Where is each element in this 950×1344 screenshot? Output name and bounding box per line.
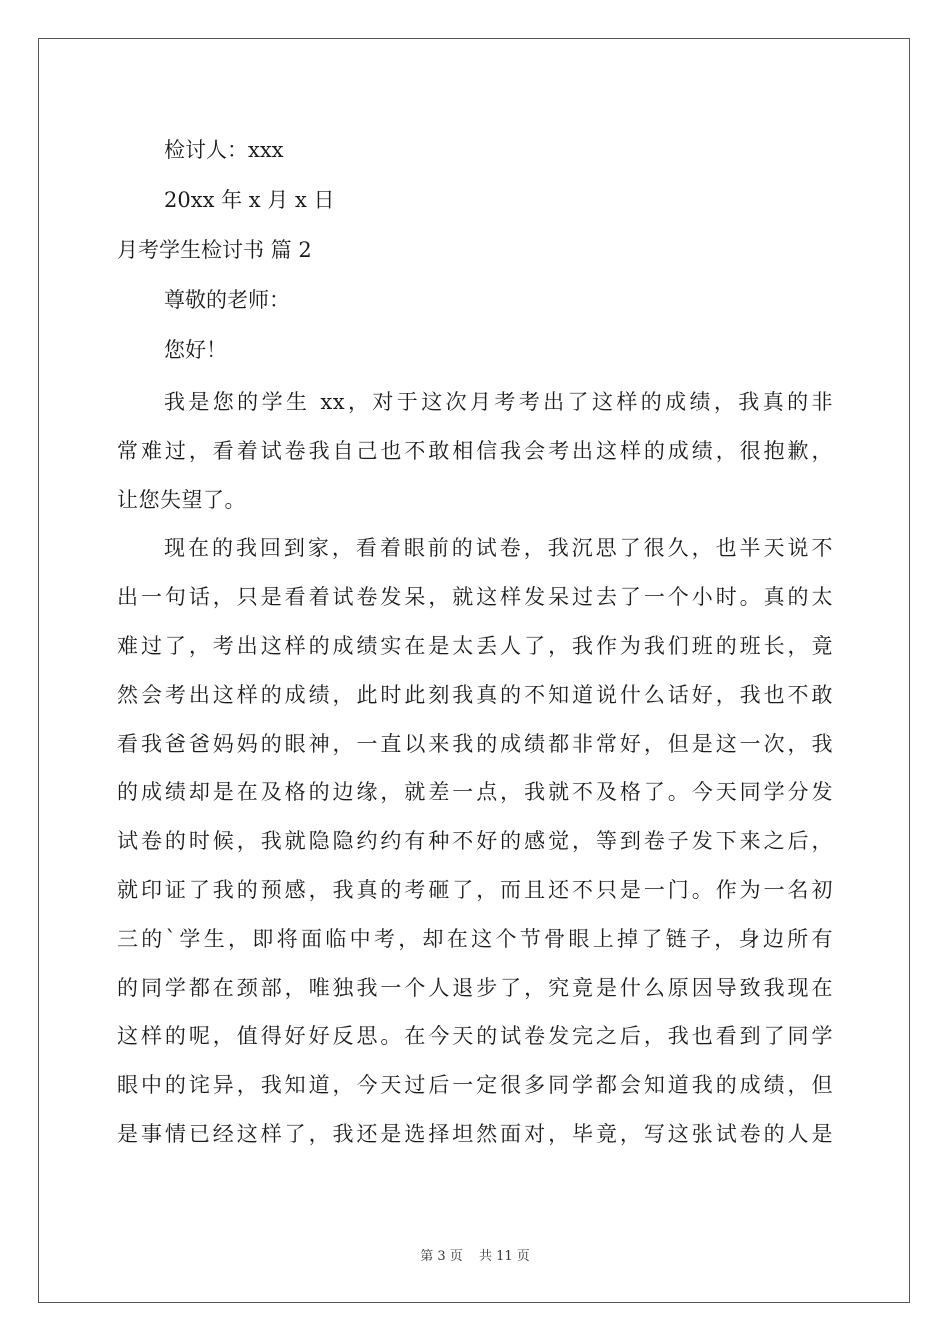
paragraph-line: 难过了，考出这样的成绩实在是太丢人了，我作为我们班的班长，竟 bbox=[117, 633, 833, 658]
date-line: 20xx 年 x 月 x 日 bbox=[164, 188, 335, 212]
paragraph-line: 出一句话，只是看着试卷发呆，就这样发呆过去了一个小时。真的太 bbox=[117, 585, 833, 610]
paragraph-line: 的同学都在颈部，唯独我一个人退步了，究竟是什么原因导致我现在 bbox=[117, 975, 833, 1000]
paragraph-line: 让您失望了。 bbox=[117, 487, 246, 512]
paragraph-line: 这样的呢，值得好好反思。在今天的试卷发完之后，我也看到了同学 bbox=[117, 1024, 833, 1049]
paragraph-line: 就印证了我的预感，我真的考砸了，而且还不只是一门。作为一名初 bbox=[117, 877, 833, 902]
page-total: 共 11 页 bbox=[478, 1249, 530, 1264]
paragraph-line: 然会考出这样的成绩，此时此刻我真的不知道说什么话好，我也不敢 bbox=[117, 682, 833, 707]
section-title: 月考学生检讨书 篇 2 bbox=[117, 238, 312, 262]
paragraph-line: 的成绩却是在及格的边缘，就差一点，我就不及格了。今天同学分发 bbox=[117, 780, 833, 805]
signature-line: 检讨人：xxx bbox=[164, 138, 284, 162]
paragraph-line: 是事情已经这样了，我还是选择坦然面对，毕竟，写这张试卷的人是 bbox=[117, 1121, 833, 1146]
paragraph-line: 眼中的诧异，我知道，今天过后一定很多同学都会知道我的成绩，但 bbox=[117, 1073, 833, 1098]
page-number: 第 3 页 bbox=[420, 1249, 463, 1264]
paragraph-line: 现在的我回到家，看着眼前的试卷，我沉思了很久，也半天说不 bbox=[164, 536, 833, 561]
page-footer bbox=[0, 1245, 950, 1264]
paragraph-2 bbox=[117, 528, 833, 1162]
greeting: 您好！ bbox=[164, 338, 227, 362]
paragraph-line: 三的`学生，即将面临中考，却在这个节骨眼上掉了链子，身边所有 bbox=[117, 926, 833, 951]
document-body bbox=[117, 130, 833, 1163]
paragraph-line: 常难过，看着试卷我自己也不敢相信我会考出这样的成绩，很抱歉， bbox=[117, 438, 833, 463]
salutation: 尊敬的老师： bbox=[164, 288, 290, 312]
paragraph-line: 我是您的学生 xx，对于这次月考考出了这样的成绩，我真的非 bbox=[164, 390, 833, 414]
paragraph-line: 看我爸爸妈妈的眼神，一直以来我的成绩都非常好，但是这一次，我 bbox=[117, 731, 833, 756]
paragraph-line: 试卷的时候，我就隐隐约约有种不好的感觉，等到卷子发下来之后， bbox=[117, 829, 833, 854]
paragraph-1 bbox=[117, 382, 833, 528]
